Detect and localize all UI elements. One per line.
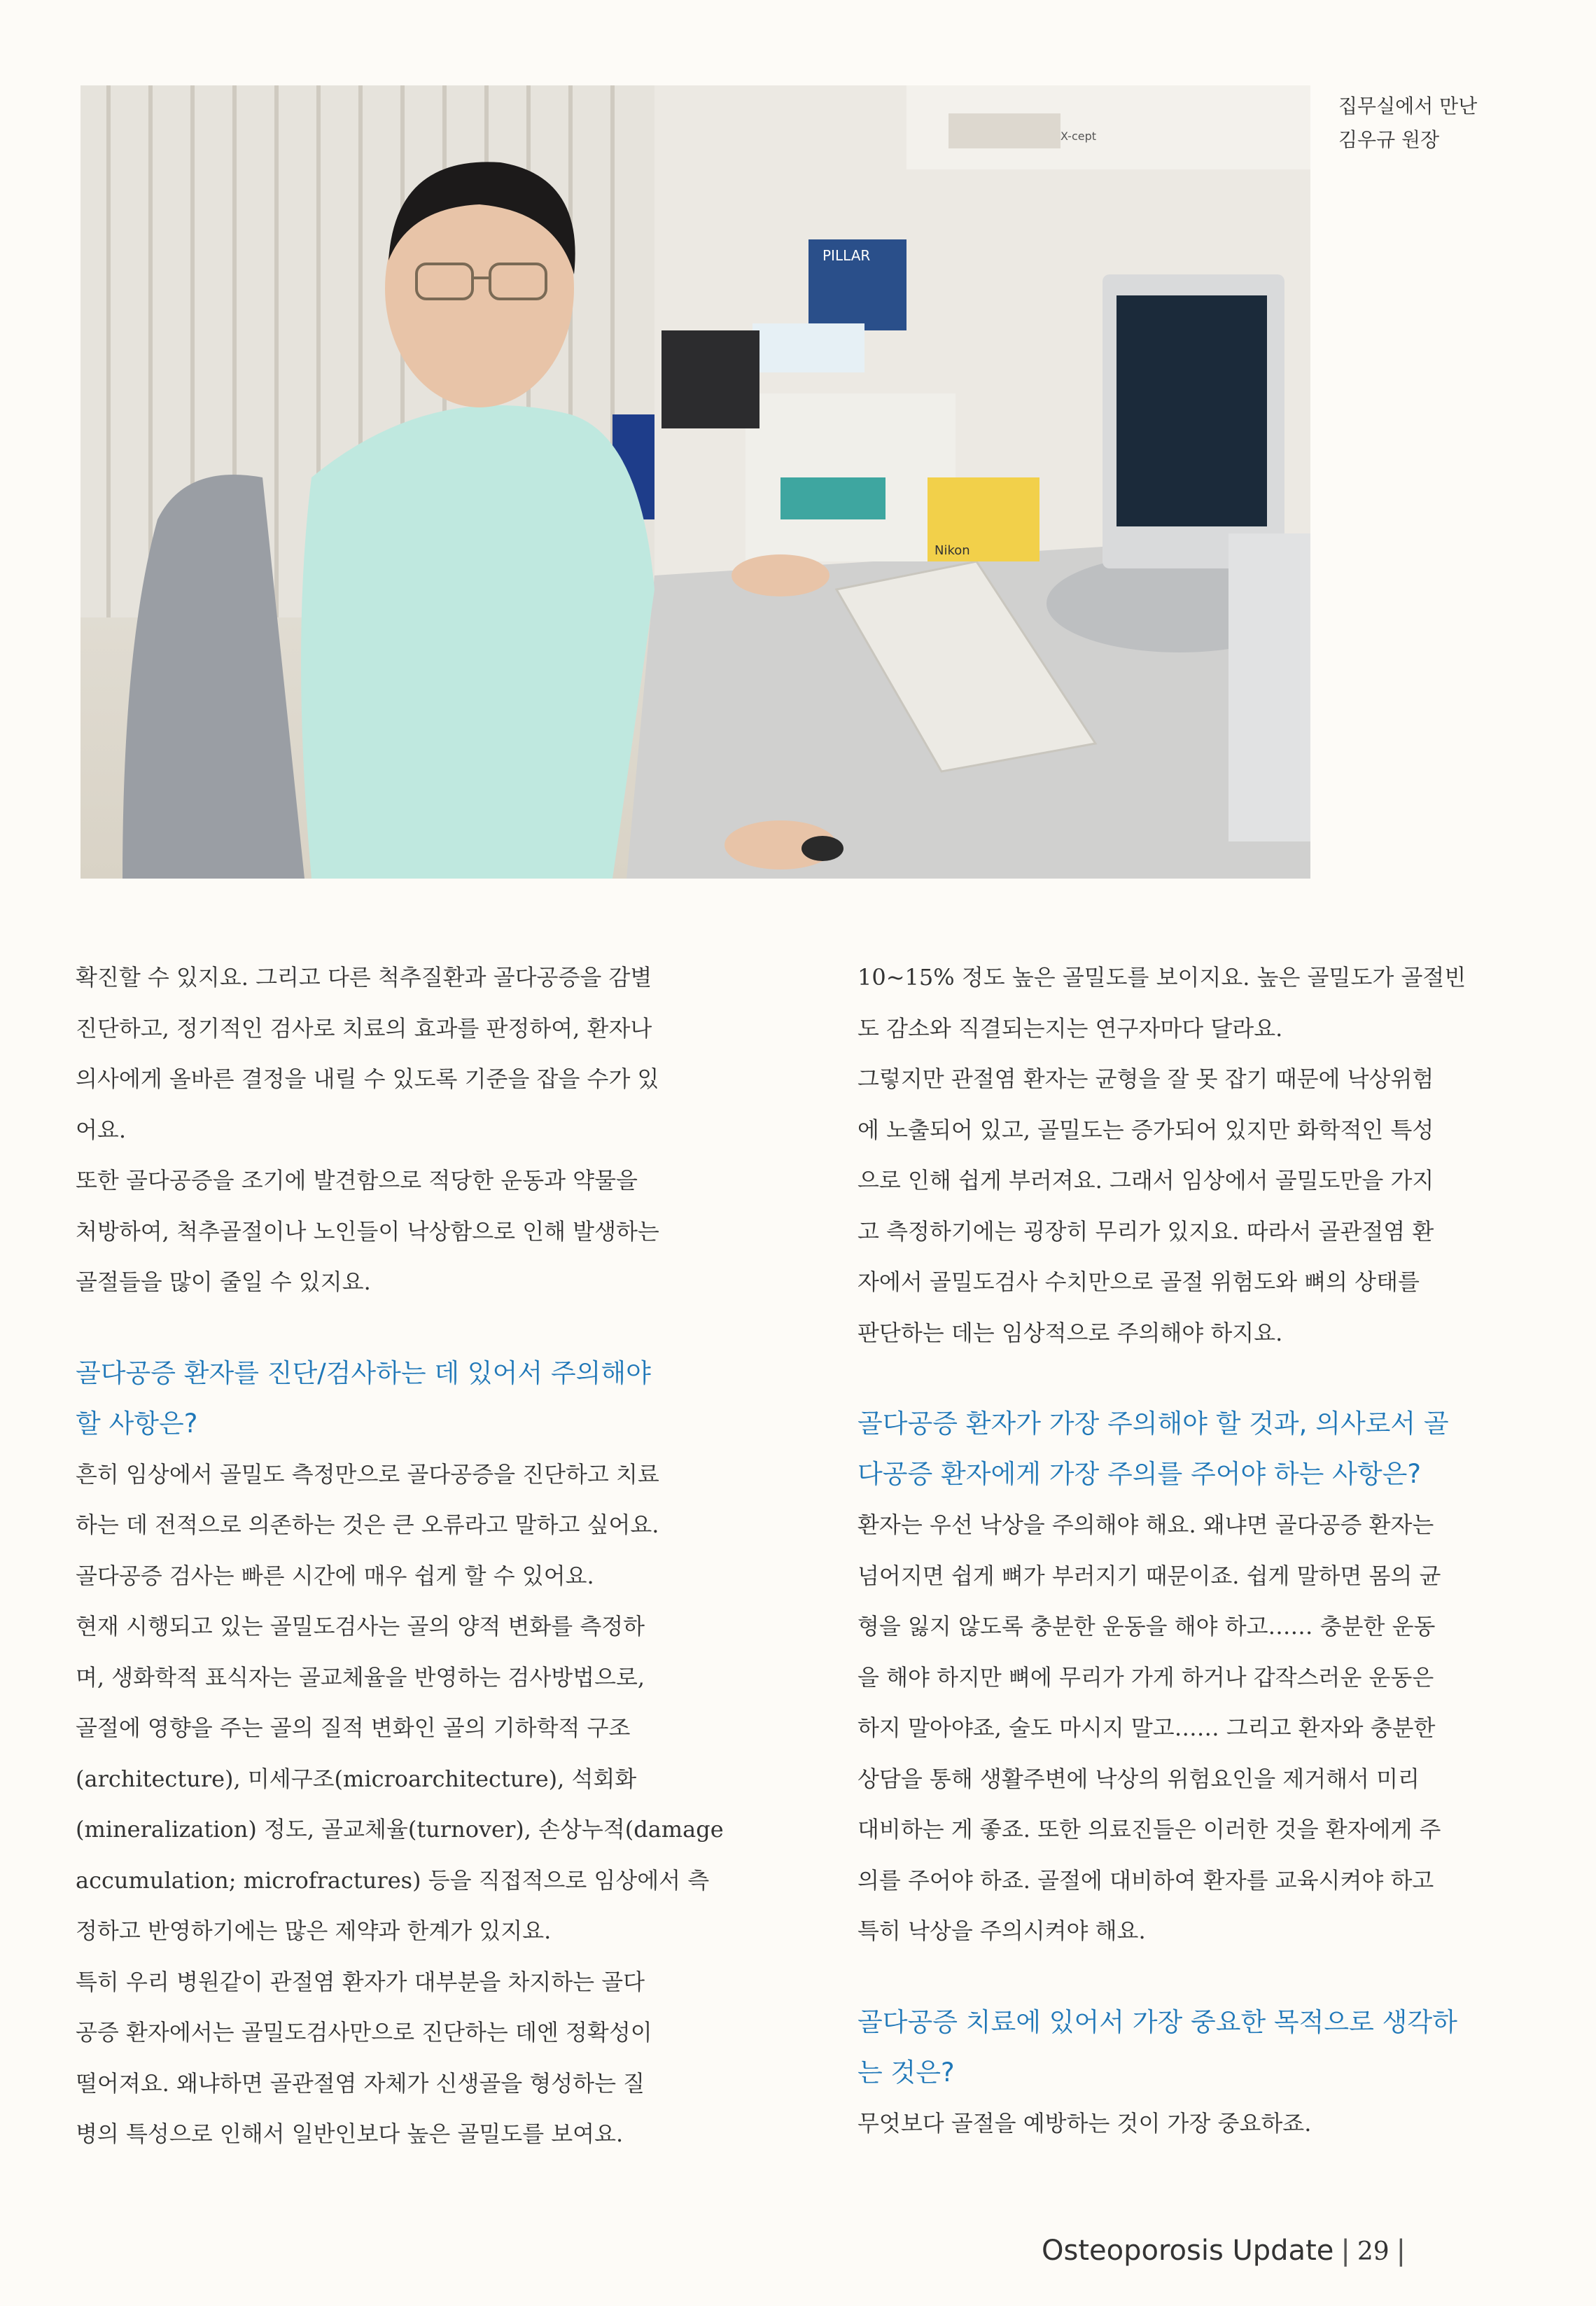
camera-box-label: Nikon — [934, 543, 970, 558]
text-line: 어요. — [76, 1116, 126, 1143]
scanner-device — [948, 113, 1060, 148]
paragraph — [858, 952, 1564, 1358]
doctor-hand — [732, 554, 830, 596]
text-line: 하지 말아야죠, 술도 마시지 말고…… 그리고 환자와 충분한 — [858, 1714, 1436, 1741]
text-line: 무엇보다 골절을 예방하는 것이 가장 중요하죠. — [858, 2109, 1312, 2137]
monitor-screen — [1116, 295, 1267, 526]
text-line: 고 측정하기에는 굉장히 무리가 있지요. 따라서 골관절염 환 — [858, 1217, 1434, 1245]
heading-line: 골다공증 치료에 있어서 가장 중요한 목적으로 생각하 — [858, 2006, 1457, 2037]
text-line: 판단하는 데는 임상적으로 주의해야 하지요. — [858, 1319, 1283, 1346]
text-line: 10~15% 정도 높은 골밀도를 보이지요. 높은 골밀도가 골절빈 — [858, 964, 1466, 991]
pillar-box-label: PILLAR — [822, 247, 871, 264]
scanner-label: X-cept — [1060, 130, 1097, 143]
text-line: (architecture), 미세구조(microarchitecture), 석회화 — [76, 1765, 637, 1792]
text-line: 골절들을 많이 줄일 수 있지요. — [76, 1269, 371, 1295]
text-line: (mineralization) 정도, 골교체율(turnover), 손상누적(damage — [76, 1816, 724, 1843]
text-line: accumulation; microfractures) 등을 직접적으로 임상에서 측 — [76, 1866, 710, 1894]
text-line: 대비하는 게 좋죠. 또한 의료진들은 이러한 것을 환자에게 주 — [858, 1816, 1441, 1843]
text-line: 하는 데 전적으로 의존하는 것은 큰 오류라고 말하고 싶어요. — [76, 1511, 659, 1538]
text-line: 의사에게 올바른 결정을 내릴 수 있도록 기준을 잡을 수가 있 — [76, 1065, 659, 1092]
left-column — [76, 952, 783, 2160]
teal-tray — [780, 477, 886, 519]
caption-line: 김우규 원장 — [1338, 128, 1440, 151]
answer-paragraph — [858, 1500, 1564, 1957]
text-line: 공증 환자에서는 골밀도검사만으로 진단하는 데엔 정확성이 — [76, 2019, 652, 2046]
text-line: 에 노출되어 있고, 골밀도는 증가되어 있지만 화학적인 특성 — [858, 1116, 1434, 1143]
text-line: 진단하고, 정기적인 검사로 치료의 효과를 판정하여, 환자나 — [76, 1014, 652, 1042]
right-column — [858, 952, 1564, 2148]
text-line: 병의 특성으로 인해서 일반인보다 높은 골밀도를 보여요. — [76, 2120, 624, 2147]
text-line: 정하고 반영하기에는 많은 제약과 한계가 있지요. — [76, 1917, 552, 1944]
text-line: 특히 낙상을 주의시켜야 해요. — [858, 1917, 1146, 1944]
page-number: 29 — [1357, 2237, 1390, 2266]
heading-line: 다공증 환자에게 가장 주의를 주어야 하는 사항은? — [858, 1459, 1422, 1489]
pc-tower — [1228, 533, 1310, 841]
question-heading — [858, 1399, 1564, 1500]
text-line: 의를 주어야 하죠. 골절에 대비하여 환자를 교육시켜야 하고 — [858, 1866, 1434, 1894]
footer-separator: | — [1396, 2235, 1406, 2267]
photo-illustration — [80, 85, 1310, 879]
text-line: 을 해야 하지만 뼈에 무리가 가게 하거나 갑작스러운 운동은 — [858, 1663, 1434, 1691]
text-line: 또한 골다공증을 조기에 발견함으로 적당한 운동과 약물을 — [76, 1167, 638, 1194]
text-line: 으로 인해 쉽게 부러져요. 그래서 임상에서 골밀도만을 가지 — [858, 1167, 1434, 1194]
text-line: 흔히 임상에서 골밀도 측정만으로 골다공증을 진단하고 치료 — [76, 1460, 659, 1488]
question-heading — [858, 1997, 1564, 2098]
text-line: 넘어지면 쉽게 뼈가 부러지기 때문이죠. 쉽게 말하면 몸의 균 — [858, 1562, 1441, 1589]
heading-line: 할 사항은? — [76, 1408, 198, 1439]
answer-paragraph — [858, 2098, 1564, 2149]
doctor-coat — [301, 405, 654, 879]
text-line: 특히 우리 병원같이 관절염 환자가 대부분을 차지하는 골다 — [76, 1968, 645, 1995]
paragraph — [76, 952, 783, 1155]
text-line: 확진할 수 있지요. 그리고 다른 척추질환과 골다공증을 감별 — [76, 964, 652, 991]
footer-separator: | — [1340, 2235, 1350, 2267]
text-line: 현재 시행되고 있는 골밀도검사는 골의 양적 변화를 측정하 — [76, 1613, 645, 1640]
paragraph — [76, 1155, 783, 1308]
publication-title: Osteoporosis Update — [1042, 2235, 1334, 2267]
text-line: 처방하여, 척추골절이나 노인들이 낙상함으로 인해 발생하는 — [76, 1217, 659, 1245]
caption-line: 집무실에서 만난 — [1338, 95, 1478, 118]
text-line: 상담을 통해 생활주변에 낙상의 위험요인을 제거해서 미리 — [858, 1765, 1420, 1792]
heading-line: 골다공증 환자를 진단/검사하는 데 있어서 주의해야 — [76, 1357, 651, 1388]
heading-line: 는 것은? — [858, 2057, 955, 2088]
paper-stack — [752, 323, 864, 372]
text-line: 도 감소와 직결되는지는 연구자마다 달라요. — [858, 1014, 1283, 1042]
question-heading — [76, 1348, 783, 1449]
page-footer — [1042, 2235, 1413, 2267]
office-photo — [80, 85, 1310, 879]
mouse — [802, 836, 844, 861]
text-line: 환자는 우선 낙상을 주의해야 해요. 왜냐면 골다공증 환자는 — [858, 1511, 1434, 1538]
text-line: 며, 생화학적 표식자는 골교체율을 반영하는 검사방법으로, — [76, 1663, 645, 1691]
black-bag — [662, 330, 760, 428]
text-line: 떨어져요. 왜냐하면 골관절염 자체가 신생골을 형성하는 질 — [76, 2069, 645, 2097]
text-line: 골절에 영향을 주는 골의 질적 변화인 골의 기하학적 구조 — [76, 1714, 631, 1741]
answer-paragraph — [76, 1449, 783, 2160]
text-line: 형을 잃지 않도록 충분한 운동을 해야 하고…… 충분한 운동 — [858, 1613, 1436, 1640]
text-line: 자에서 골밀도검사 수치만으로 골절 위험도와 뼈의 상태를 — [858, 1269, 1420, 1295]
heading-line: 골다공증 환자가 가장 주의해야 할 것과, 의사로서 골 — [858, 1409, 1449, 1439]
text-line: 골다공증 검사는 빠른 시간에 매우 쉽게 할 수 있어요. — [76, 1562, 594, 1589]
text-line: 그렇지만 관절염 환자는 균형을 잘 못 잡기 때문에 낙상위험 — [858, 1065, 1434, 1092]
photo-caption — [1338, 90, 1548, 157]
